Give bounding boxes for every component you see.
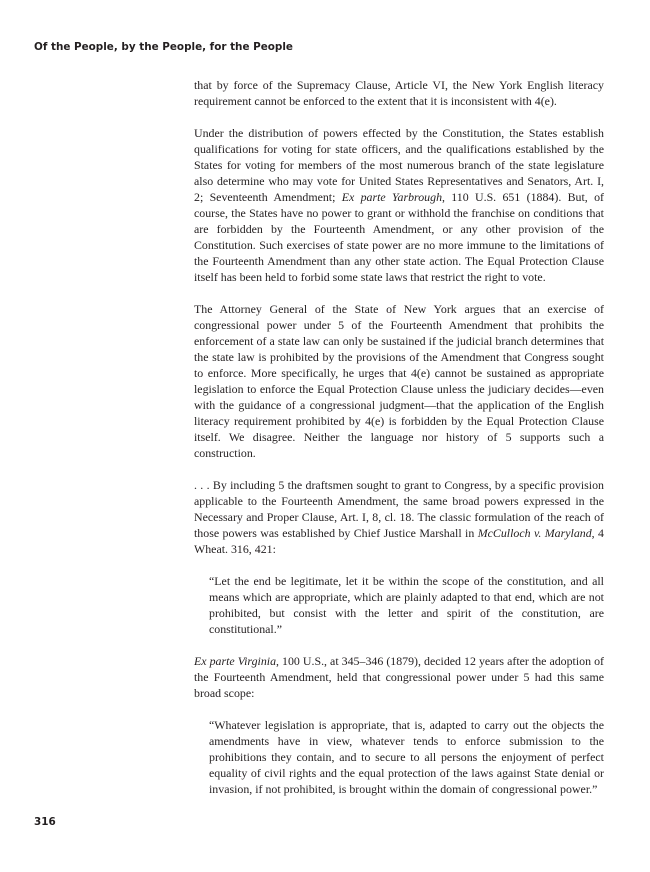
paragraph-5-text: , 100 U.S., at 345–346 (1879), decided 12 years after the adoption of the Fourteenth Amendment, held that congressional power under 5 had this same broad scope: — [194, 654, 604, 700]
paragraph-2 — [194, 125, 604, 285]
paragraph-4-text-b: , 4 Wheat. 316, 421: — [194, 526, 604, 556]
case-name-mcculloch: McCulloch v. Maryland — [477, 526, 592, 540]
running-head: Of the People, by the People, for the People — [34, 41, 293, 53]
body-text — [194, 77, 604, 813]
paragraph-5 — [194, 653, 604, 701]
case-name-ex-parte-virginia: Ex parte Virginia — [194, 654, 277, 668]
paragraph-1: that by force of the Supremacy Clause, Article VI, the New York English literacy requirement cannot be enforced to the extent that it is inconsistent with 4(e). — [194, 78, 604, 108]
page-number: 316 — [34, 816, 56, 828]
paragraph-2-text-a: Under the distribution of powers effected by the Constitution, the States establish qualifications for voting for state officers, and the qualifications established by the States for voting for members of the most numerous branch of the state legislature also determine who may vote for United States Representatives and Senators, Art. I, 2; Seventeenth Amendment; — [194, 126, 604, 204]
paragraph-2-text-b: , 110 U.S. 651 (1884). But, of course, the States have no power to grant or withhold the franchise on conditions that are forbidden by the Fourteenth Amendment, or any other provision of the Constitution. Such exercises of state power are no more immune to the limitations of the Fourteenth Amendment than any other state action. The Equal Protection Clause itself has been held to forbid some state laws that restrict the right to vote. — [194, 190, 604, 284]
block-quote-1: “Let the end be legitimate, let it be within the scope of the constitution, and all means which are appropriate, which are plainly adapted to that end, which are not prohibited, but consist with the letter and spirit of the constitution, are constitutional.” — [209, 574, 604, 636]
paragraph-3: The Attorney General of the State of New York argues that an exercise of congressional power under 5 of the Fourteenth Amendment that prohibits the enforcement of a state law can only be sustained if the judicial branch determines that the state law is prohibited by the provisions of the Amendment that Congress sought to enforce. More specifically, he urges that 4(e) cannot be sustained as appropriate legislation to enforce the Equal Protection Clause unless the judiciary decides—even with the guidance of a congressional judgment—that the application of the English literacy requirement prohibited by 4(e) is forbidden by the Equal Protection Clause itself. We disagree. Neither the language nor history of 5 supports such a construction. — [194, 302, 604, 460]
paragraph-4-text-a: . . . By including 5 the draftsmen sought to grant to Congress, by a specific provision applicable to the Fourteenth Amendment, the same broad powers expressed in the Necessary and Proper Clause, Art. I, 8, cl. 18. The classic formulation of the reach of those powers was established by Chief Justice Marshall in — [194, 478, 604, 540]
case-name-yarbrough: Ex parte Yarbrough — [341, 190, 443, 204]
paragraph-4 — [194, 477, 604, 557]
block-quote-2: “Whatever legislation is appropriate, that is, adapted to carry out the objects the amendments have in view, whatever tends to enforce submission to the prohibitions they contain, and to secure to all persons the enjoyment of perfect equality of civil rights and the equal protection of the laws against State denial or invasion, if not prohibited, is brought within the domain of congressional power.” — [209, 718, 604, 796]
